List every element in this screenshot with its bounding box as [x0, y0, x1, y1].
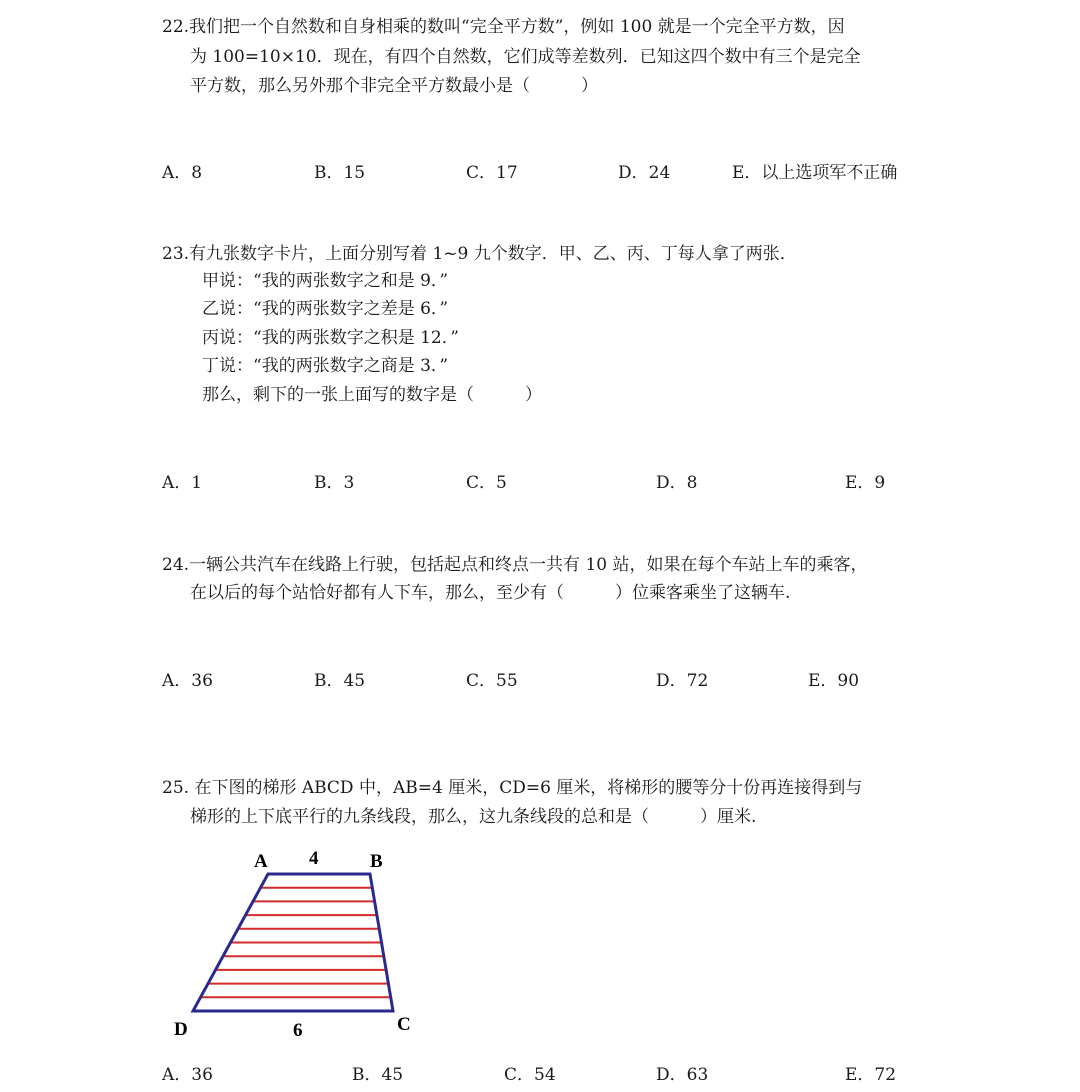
q23-option-b[interactable]: B．3	[314, 473, 355, 493]
q23-option-c[interactable]: C．5	[466, 473, 507, 493]
label-top-length: 4	[309, 848, 319, 869]
q24-option-c[interactable]: C．55	[466, 671, 518, 691]
q24-line-1: 24.一辆公共汽车在线路上行驶，包括起点和终点一共有 10 站，如果在每个车站上车的乘客，	[162, 555, 868, 575]
q25-line-1: 25. 在下图的梯形 ABCD 中，AB=4 厘米，CD=6 厘米，将梯形的腰等分十份再连接得到与	[162, 778, 863, 798]
label-d: D	[174, 1019, 188, 1040]
q24-option-b[interactable]: B．45	[314, 671, 366, 691]
q22-option-c[interactable]: C．17	[466, 163, 518, 183]
q23-line-4: 丙说：“我的两张数字之积是 12．”	[202, 328, 459, 348]
q23-line-1: 23.有九张数字卡片，上面分别写着 1~9 九个数字．甲、乙、丙、丁每人拿了两张．	[162, 244, 797, 264]
q25-option-e[interactable]: E．72	[845, 1065, 897, 1085]
q22-option-d[interactable]: D．24	[618, 163, 671, 183]
label-b: B	[370, 851, 383, 872]
q22-line-1: 22.我们把一个自然数和自身相乘的数叫“完全平方数”，例如 100 就是一个完全平方数，因	[162, 17, 845, 37]
q25-option-b[interactable]: B．45	[352, 1065, 404, 1085]
q23-option-a[interactable]: A．1	[162, 473, 203, 493]
q23-option-e[interactable]: E．9	[845, 473, 886, 493]
q24-option-d[interactable]: D．72	[656, 671, 709, 691]
q25-line-2: 梯形的上下底平行的九条线段，那么，这九条线段的总和是（ ）厘米.	[190, 807, 757, 827]
q23-line-2: 甲说：“我的两张数字之和是 9．”	[202, 271, 449, 291]
q22-line-2: 为 100=10×10．现在，有四个自然数，它们成等差数列．已知这四个数中有三个是完全	[190, 47, 861, 67]
q22-line-3: 平方数，那么另外那个非完全平方数最小是（ ）	[190, 76, 598, 96]
q22-option-b[interactable]: B．15	[314, 163, 366, 183]
q22-option-a[interactable]: A．8	[162, 163, 203, 183]
q24-option-e[interactable]: E．90	[808, 671, 860, 691]
q25-option-a[interactable]: A．36	[162, 1065, 213, 1085]
q23-line-6: 那么，剩下的一张上面写的数字是（ ）	[202, 385, 542, 405]
q25-option-d[interactable]: D．63	[656, 1065, 709, 1085]
q24-option-a[interactable]: A．36	[162, 671, 213, 691]
label-a: A	[254, 851, 268, 872]
q23-line-5: 丁说：“我的两张数字之商是 3．”	[202, 356, 449, 376]
trapezoid-figure	[165, 840, 425, 1045]
q24-line-2: 在以后的每个站恰好都有人下车，那么，至少有（ ）位乘客乘坐了这辆车.	[190, 583, 791, 603]
q22-option-e[interactable]: E．以上选项军不正确	[732, 163, 898, 183]
q23-option-d[interactable]: D．8	[656, 473, 698, 493]
q25-option-c[interactable]: C．54	[504, 1065, 556, 1085]
label-bottom-length: 6	[293, 1020, 303, 1041]
q23-line-3: 乙说：“我的两张数字之差是 6．”	[202, 299, 449, 319]
label-c: C	[397, 1014, 411, 1035]
